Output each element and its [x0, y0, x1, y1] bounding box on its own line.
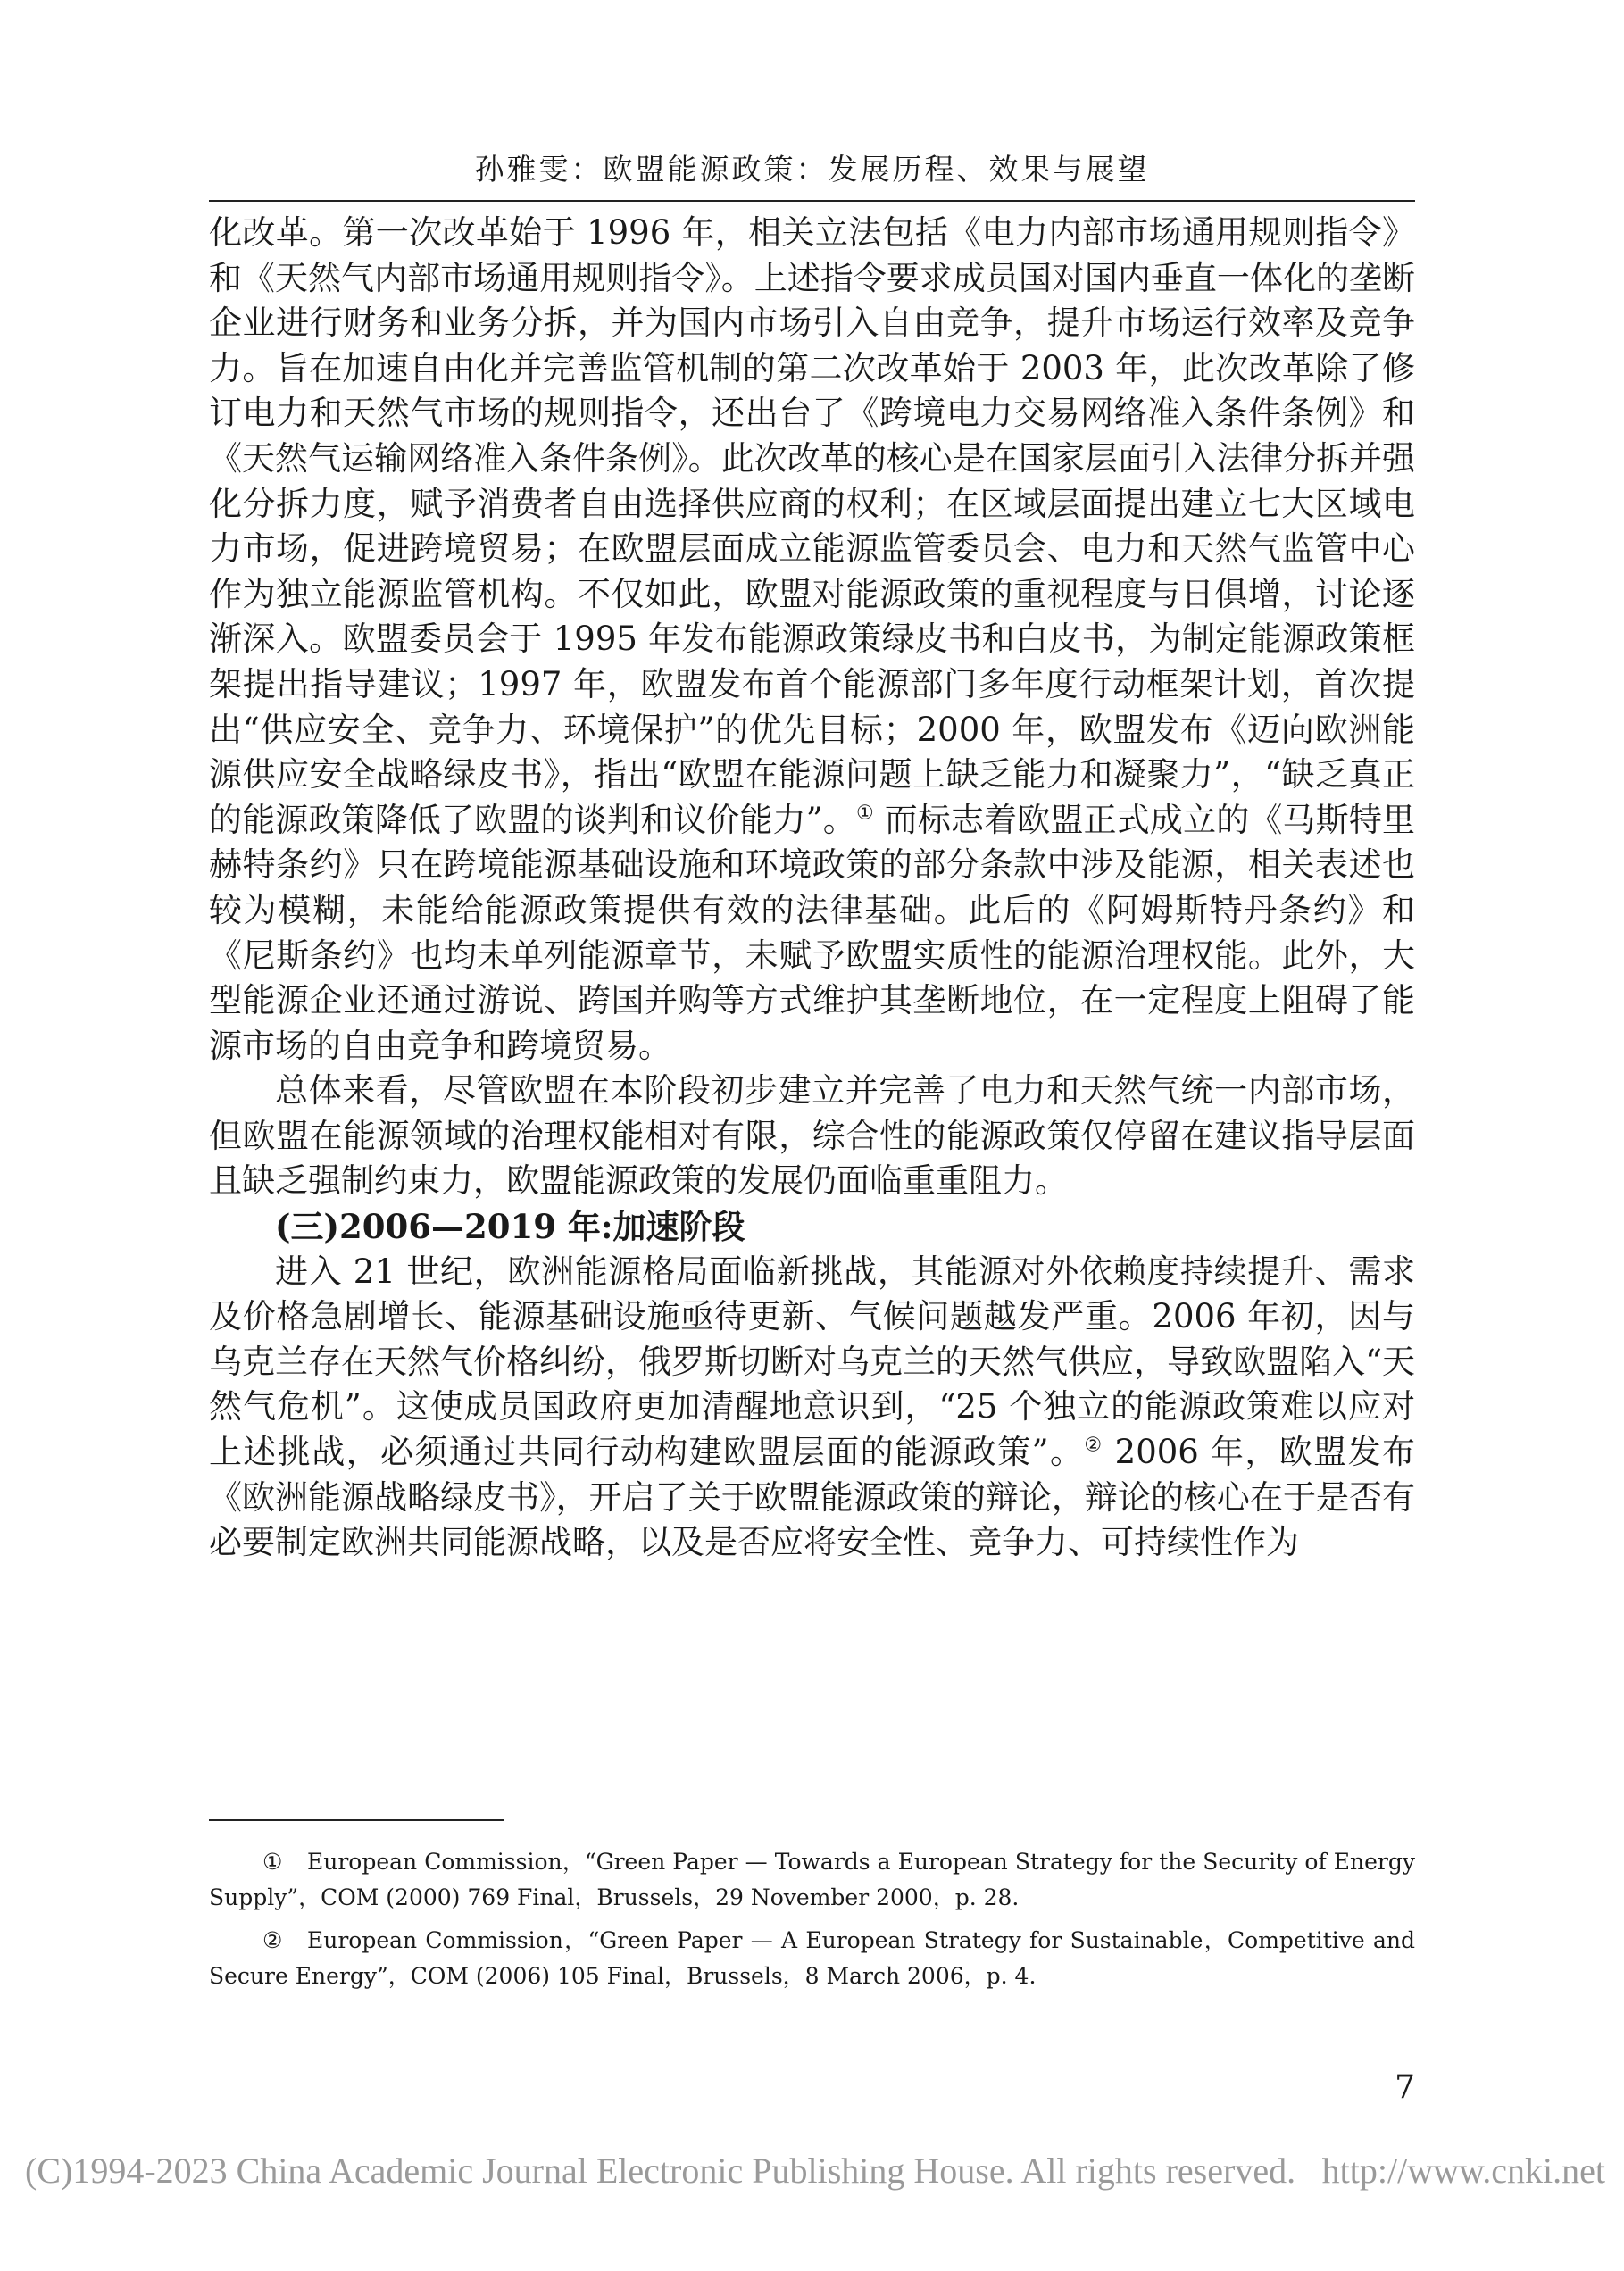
footnote-ref-2[interactable]: ② [1084, 1434, 1103, 1457]
footnote-text: European Commission，“Green Paper — A European Strategy for Sustainable，Competitive and Secure Energy”，COM (2006) 105 Final，Brussels，8 March 2006，p. 4. [209, 1927, 1415, 1989]
page-number: 7 [1395, 2069, 1415, 2106]
paragraph-text: 进入 21 世纪，欧洲能源格局面临新挑战，其能源对外依赖度持续提升、需求及价格急剧增长、能源基础设施亟待更新、气候问题越发严重。2006 年初，因与乌克兰存在天然气价格纠纷，俄罗斯切断对乌克兰的天然气供应，导致欧盟陷入“天然气危机”。这使成员国政府更加清醒地意识到，“25 个独立的能源政策难以应对上述挑战，必须通过共同行动构建欧盟层面的能源政策”。 [209, 1252, 1415, 1472]
body-text [209, 211, 1415, 1566]
paragraph-3 [209, 1250, 1415, 1566]
paragraph-text: 而标志着欧盟正式成立的《马斯特里赫特条约》只在跨境能源基础设施和环境政策的部分条款中涉及能源，相关表述也较为模糊，未能给能源政策提供有效的法律基础。此后的《阿姆斯特丹条约》和《尼斯条约》也均未单列能源章节，未赋予欧盟实质性的能源治理权能。此外，大型能源企业还通过游说、跨国并购等方式维护其垄断地位，在一定程度上阻碍了能源市场的自由竞争和跨境贸易。 [209, 800, 1415, 1065]
header-rule [209, 200, 1415, 202]
footnote-1 [209, 1844, 1415, 1916]
paragraph-1 [209, 211, 1415, 1069]
paragraph-text: 化改革。第一次改革始于 1996 年，相关立法包括《电力内部市场通用规则指令》和《天然气内部市场通用规则指令》。上述指令要求成员国对国内垂直一体化的垄断企业进行财务和业务分拆，并为国内市场引入自由竞争，提升市场运行效率及竞争力。旨在加速自由化并完善监管机制的第二次改革始于 2003 年，此次改革除了修订电力和天然气市场的规则指令，还出台了《跨境电力交易网络准入条件条例》和《天然气运输网络准入条件条例》。此次改革的核心是在国家层面引入法律分拆并强化分拆力度，赋予消费者自由选择供应商的权利；在区域层面提出建立七大区域电力市场，促进跨境贸易；在欧盟层面成立能源监管委员会、电力和天然气监管中心作为独立能源监管机构。不仅如此，欧盟对能源政策的重视程度与日俱增，讨论逐渐深入。欧盟委员会于 1995 年发布能源政策绿皮书和白皮书，为制定能源政策框架提出指导建议；1997 年，欧盟发布首个能源部门多年度行动框架计划，首次提出“供应安全、竞争力、环境保护”的优先目标；2000 年，欧盟发布《迈向欧洲能源供应安全战略绿皮书》，指出“欧盟在能源问题上缺乏能力和凝聚力”，“缺乏真正的能源政策降低了欧盟的谈判和议价能力”。 [209, 213, 1415, 839]
paragraph-text: 2006 年，欧盟发布《欧洲能源战略绿皮书》，开启了关于欧盟能源政策的辩论，辩论的核心在于是否有必要制定欧洲共同能源战略，以及是否应将安全性、竞争力、可持续性作为 [209, 1433, 1415, 1562]
footnote-rule [209, 1819, 504, 1821]
footnotes [209, 1844, 1415, 2001]
website-link[interactable]: http://www.cnki.net [1321, 2150, 1605, 2191]
footnote-2 [209, 1923, 1415, 1994]
paragraph-text: 总体来看，尽管欧盟在本阶段初步建立并完善了电力和天然气统一内部市场，但欧盟在能源领域的治理权能相对有限，综合性的能源政策仅停留在建议指导层面且缺乏强制约束力，欧盟能源政策的发展仍面临重重阻力。 [209, 1071, 1415, 1201]
section-heading: (三)2006—2019 年:加速阶段 [275, 1207, 745, 1247]
running-head: 孙雅雯：欧盟能源政策：发展历程、效果与展望 [474, 152, 1150, 187]
paragraph-2 [209, 1069, 1415, 1204]
copyright-notice: (C)1994-2023 China Academic Journal Electronic Publishing House. All rights reserved. [25, 2150, 1296, 2191]
footnote-text: European Commission，“Green Paper — Towards a European Strategy for the Security of Energy Supply”，COM (2000) 769 Final，Brussels，29 November 2000，p. 28. [209, 1849, 1415, 1910]
copyright-footer [25, 2150, 1605, 2192]
footnote-ref-1[interactable]: ① [855, 802, 874, 825]
footnote-mark: ① [262, 1849, 283, 1875]
footnote-mark: ② [262, 1927, 283, 1953]
